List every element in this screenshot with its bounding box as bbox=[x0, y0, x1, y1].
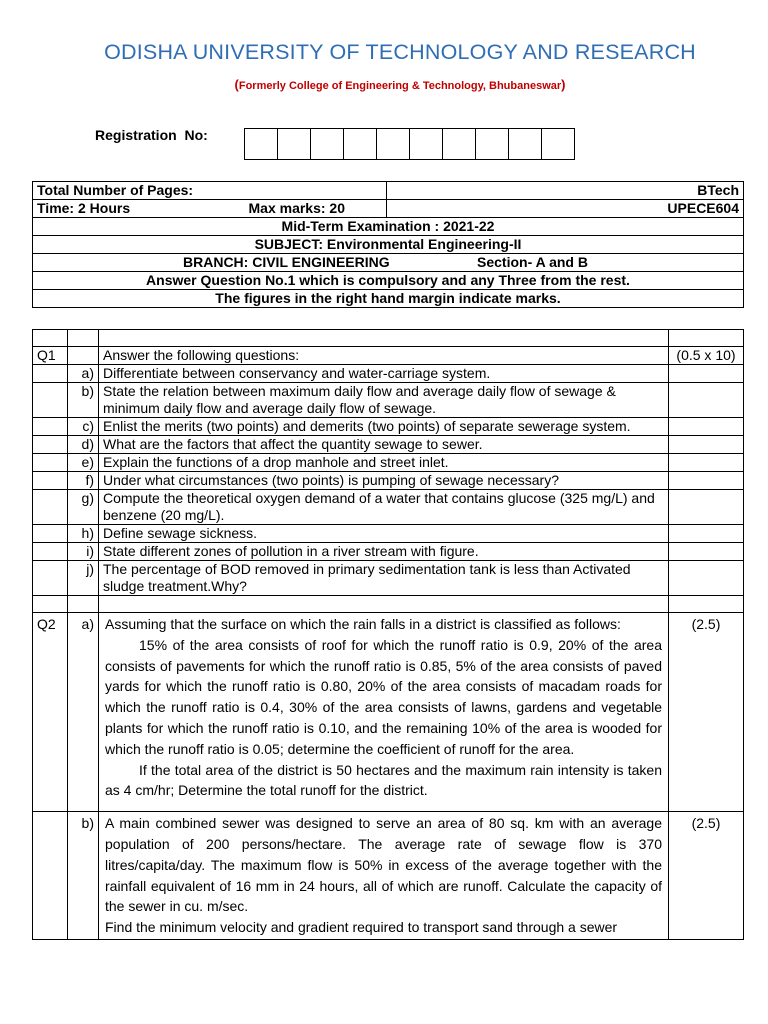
q1-item-label: h) bbox=[68, 525, 99, 543]
q1-item-text: State different zones of pollution in a river stream with figure. bbox=[99, 543, 669, 561]
q1-item-text: State the relation between maximum daily flow and average daily flow of sewage & minimum daily flow and average daily flow of sewage. bbox=[99, 383, 669, 418]
q2a-label: a) bbox=[68, 613, 99, 812]
q1-item-text: What are the factors that affect the quantity sewage to sewer. bbox=[99, 436, 669, 454]
q1-item-label: g) bbox=[68, 490, 99, 525]
reg-digit-box[interactable] bbox=[443, 129, 476, 159]
time-and-marks bbox=[33, 200, 387, 218]
q2a-paragraph: If the total area of the district is 50 hectares and the maximum rain intensity is taken as 4 cm/hr; Determine the total runoff for the district. bbox=[105, 761, 662, 799]
formerly-text: Formerly College of Engineering & Technology, Bhubaneswar bbox=[238, 80, 562, 92]
q1-item-row bbox=[33, 383, 744, 418]
q1-item-row bbox=[33, 418, 744, 436]
reg-digit-box[interactable] bbox=[344, 129, 377, 159]
q1-item-label: b) bbox=[68, 383, 99, 418]
registration-number-boxes[interactable] bbox=[244, 128, 575, 160]
reg-digit-box[interactable] bbox=[245, 129, 278, 159]
q1-item-label: j) bbox=[68, 561, 99, 596]
reg-digit-box[interactable] bbox=[542, 129, 574, 159]
exam-title: Mid-Term Examination : 2021-22 bbox=[33, 218, 744, 236]
branch: BRANCH: CIVIL ENGINEERING bbox=[183, 254, 390, 270]
q1-item-row bbox=[33, 436, 744, 454]
reg-digit-box[interactable] bbox=[311, 129, 344, 159]
subject: SUBJECT: Environmental Engineering-II bbox=[33, 236, 744, 254]
formerly-note bbox=[0, 77, 768, 92]
total-pages: Total Number of Pages: bbox=[33, 182, 387, 200]
q1-item-text: Enlist the merits (two points) and demerits (two points) of separate sewerage system. bbox=[99, 418, 669, 436]
reg-digit-box[interactable] bbox=[410, 129, 443, 159]
time: Time: 2 Hours bbox=[37, 200, 131, 216]
branch-section bbox=[33, 254, 744, 272]
max-marks: Max marks: 20 bbox=[248, 200, 346, 216]
formerly-close-paren: ) bbox=[561, 77, 566, 92]
q1-item-row bbox=[33, 543, 744, 561]
instruction-marks: The figures in the right hand margin indicate marks. bbox=[33, 290, 744, 308]
q1-item-text: The percentage of BOD removed in primary sedimentation tank is less than Activated sludge treatment.Why? bbox=[99, 561, 669, 596]
questions-table bbox=[32, 329, 744, 940]
q2a-marks: (2.5) bbox=[669, 613, 744, 812]
q2b-paragraph: Find the minimum velocity and gradient required to transport sand through a sewer bbox=[105, 919, 618, 936]
q1-item-label: d) bbox=[68, 436, 99, 454]
reg-digit-box[interactable] bbox=[476, 129, 509, 159]
q1-item-label: e) bbox=[68, 454, 99, 472]
q1-item-row bbox=[33, 525, 744, 543]
q1-number: Q1 bbox=[33, 347, 68, 365]
q2b-paragraph: A main combined sewer was designed to serve an area of 80 sq. km with an average population of 200 persons/hectare. The average rate of sewage flow is 370 litres/capita/day. The maximum flow is 50% in excess of the average together with the rainfall equivalent of 16 mm in 24 hours, all of which are runoff. Calculate the capacity of the sewer in cu. m/sec. bbox=[105, 815, 662, 915]
q2b-label: b) bbox=[68, 812, 99, 940]
reg-digit-box[interactable] bbox=[509, 129, 542, 159]
formerly-open-paren: ( bbox=[234, 77, 239, 92]
q1-title: Answer the following questions: bbox=[99, 347, 669, 365]
spacer-row bbox=[33, 330, 744, 347]
university-name: ODISHA UNIVERSITY OF TECHNOLOGY AND RESEARCH bbox=[104, 40, 696, 64]
spacer-row bbox=[33, 596, 744, 613]
q1-item-row bbox=[33, 365, 744, 383]
q1-item-text: Explain the functions of a drop manhole and street inlet. bbox=[99, 454, 669, 472]
q2a-text bbox=[99, 613, 669, 812]
q2a-paragraph: Assuming that the surface on which the rain falls in a district is classified as follows: bbox=[105, 616, 621, 632]
reg-digit-box[interactable] bbox=[377, 129, 410, 159]
q1-item-row bbox=[33, 472, 744, 490]
q1-item-text: Compute the theoretical oxygen demand of a water that contains glucose (325 mg/L) and benzene (20 mg/L). bbox=[99, 490, 669, 525]
q1-item-text: Under what circumstances (two points) is pumping of sewage necessary? bbox=[99, 472, 669, 490]
instruction-compulsory: Answer Question No.1 which is compulsory and any Three from the rest. bbox=[33, 272, 744, 290]
q2b-text bbox=[99, 812, 669, 940]
q1-item-label: f) bbox=[68, 472, 99, 490]
programme: BTech bbox=[387, 182, 744, 200]
q2-number: Q2 bbox=[33, 613, 68, 812]
exam-info-table bbox=[32, 181, 744, 308]
subject-code: UPECE604 bbox=[387, 200, 744, 218]
q1-item-row bbox=[33, 454, 744, 472]
q1-item-row bbox=[33, 561, 744, 596]
q1-item-label: a) bbox=[68, 365, 99, 383]
reg-digit-box[interactable] bbox=[278, 129, 311, 159]
q1-item-text: Differentiate between conservancy and water-carriage system. bbox=[99, 365, 669, 383]
q2a-row bbox=[33, 613, 744, 812]
q1-row bbox=[33, 347, 744, 365]
q1-item-label: i) bbox=[68, 543, 99, 561]
q1-item-label: c) bbox=[68, 418, 99, 436]
q1-item-row bbox=[33, 490, 744, 525]
registration-label: Registration No: bbox=[95, 127, 208, 143]
q2b-marks: (2.5) bbox=[669, 812, 744, 940]
q1-item-text: Define sewage sickness. bbox=[99, 525, 669, 543]
q2a-paragraph: 15% of the area consists of roof for which the runoff ratio is 0.9, 20% of the area consists of pavements for which the runoff ratio is 0.85, 5% of the area consists of paved yards for which the runoff ratio is 0.80, 20% of the area consists of macadam roads for which the runoff ratio is 0.4, 30% of the area consists of lawns, gardens and vegetable plants for which the runoff ratio is 0.10, and the remaining 10% of the area is wooded for which the runoff ratio is 0.05; determine the coefficient of runoff for the area. bbox=[105, 636, 662, 757]
section: Section- A and B bbox=[477, 254, 588, 270]
q1-marks: (0.5 x 10) bbox=[669, 347, 744, 365]
q2b-row bbox=[33, 812, 744, 940]
